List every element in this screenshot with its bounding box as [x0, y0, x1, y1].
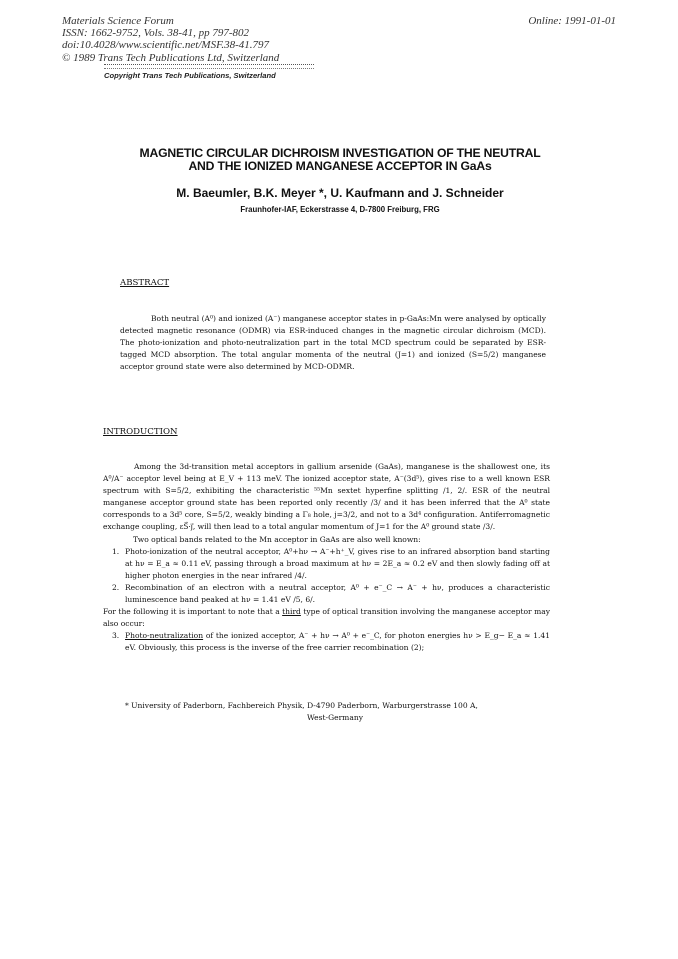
title-line: AND THE IONIZED MANGANESE ACCEPTOR IN GaAs: [188, 159, 492, 173]
intro-paragraph: Among the 3d-transition metal acceptors in gallium arsenide (GaAs), manganese is the shallowest one, its A⁰/A⁻ acceptor level being at E_V + 113 meV. The ionized acceptor state, A⁻(3d⁵), gives rise to a well known ESR spectrum with S=5/2, exhibiting the characteristic ⁵⁵Mn sextet hyperfine splitting /1, 2/. ESR of the neutral manganese acceptor ground state has been reported only recently /3/ and it has been inferred that the A⁰ state corresponds to a 3d⁵ core, S=5/2, weakly binding a Γ₈ hole, j=3/2, and not to a 3d⁴ configuration. Antiferromagnetic exchange coupling, εS⃗·j⃗, will then lead to a total angular momentum of J=1 for the A⁰ ground state /3/.: [103, 462, 550, 532]
text-run: type of optical transition involving the manganese acceptor may also occur:: [103, 607, 550, 629]
list-item: [103, 582, 550, 606]
list-item-text: Recombination of an electron with a neutral acceptor, A⁰ + e⁻_C → A⁻ + hν, produces a characteristic luminescence band peaked at hν = 1.41 eV /5, 6/.: [125, 582, 550, 605]
publisher-line: © 1989 Trans Tech Publications Ltd, Switzerland: [62, 51, 280, 64]
online-date: Online: 1991-01-01: [528, 15, 616, 27]
list-number: 3.: [112, 631, 120, 641]
affiliation: Fraunhofer-IAF, Eckerstrasse 4, D-7800 Freiburg, FRG: [240, 205, 440, 214]
text-run: For the following it is important to note that a: [103, 607, 283, 617]
introduction-body: [103, 461, 550, 655]
copyright-line: Copyright Trans Tech Publications, Switzerland: [104, 71, 276, 80]
journal-name: Materials Science Forum: [62, 15, 174, 27]
citation-block: [62, 15, 279, 64]
underlined-text: third: [282, 607, 301, 617]
paper-title: [60, 147, 620, 173]
list-item-text: of the ionized acceptor, A⁻ + hν → A⁰ + e⁻_C, for photon energies hν > E_g− E_a ≈ 1.41 eV. Obviously, this process is the inverse of the free carrier recombination (2);: [125, 631, 550, 653]
author-list: M. Baeumler, B.K. Meyer *, U. Kaufmann and J. Schneider: [176, 186, 504, 200]
footnote: [125, 700, 545, 724]
title-line: MAGNETIC CIRCULAR DICHROISM INVESTIGATION OF THE NEUTRAL: [139, 146, 541, 160]
underlined-text: Photo-neutralization: [125, 631, 204, 641]
scan-artifact: [104, 64, 314, 69]
footnote-line: West-Germany: [307, 713, 363, 723]
introduction-heading: INTRODUCTION: [103, 427, 178, 437]
list-number: 1.: [112, 546, 120, 556]
issn-line: ISSN: 1662-9752, Vols. 38-41, pp 797-802: [62, 27, 249, 40]
intro-paragraph: Two optical bands related to the Mn acceptor in GaAs are also well known:: [133, 534, 421, 544]
list-item: [103, 630, 550, 654]
intro-paragraph: [103, 606, 550, 630]
footnote-line: * University of Paderborn, Fachbereich Physik, D-4790 Paderborn, Warburgerstrasse 100 A,: [125, 701, 478, 710]
abstract-text: Both neutral (A⁰) and ionized (A⁻) manganese acceptor states in p-GaAs:Mn were analysed by optically detected magnetic resonance (ODMR) via ESR-induced changes in the magnetic circular dichroism (MCD). The photo-ionization and photo-neutralization part in the total MCD spectrum could be separated by ESR-tagged MCD absorption. The total angular momenta of the neutral (J=1) and ionized (S=5/2) manganese acceptor ground state were also determined by MCD-ODMR.: [120, 314, 546, 372]
abstract-heading: ABSTRACT: [120, 278, 170, 288]
list-item-text: Photo-ionization of the neutral acceptor, A⁰+hν → A⁻+h⁺_V, gives rise to an infrared absorption band starting at hν = E_a ≈ 0.11 eV, passing through a broad maximum at hν = 2E_a ≈ 0.2 eV and then slowly fading off at higher photon energies in the near infrared /4/.: [125, 546, 550, 580]
list-item: [103, 546, 550, 582]
doi-line: doi:10.4028/www.scientific.net/MSF.38-41.797: [62, 39, 270, 52]
list-number: 2.: [112, 582, 120, 592]
